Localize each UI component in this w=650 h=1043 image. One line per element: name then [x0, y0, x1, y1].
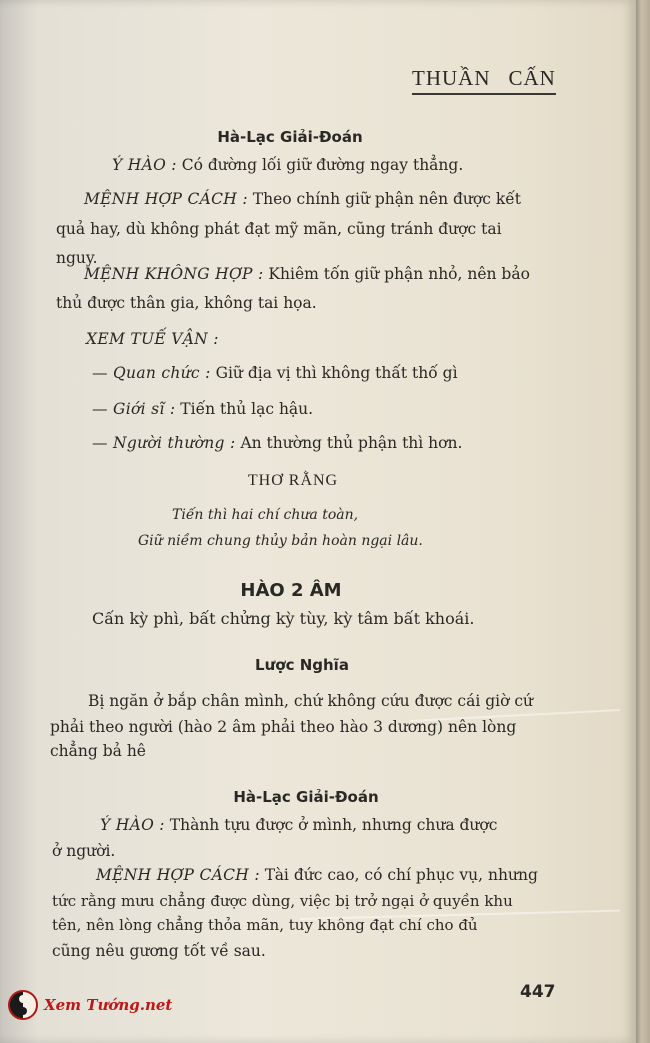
item-nguoi-thuong	[92, 432, 462, 454]
item-quan-chuc	[92, 362, 458, 384]
item-label: — Giới sĩ :	[92, 400, 176, 418]
watermark-text: Xem Tướng.net	[44, 996, 173, 1014]
luoc-nghia-line2: phải theo người (hào 2 âm phải theo hào 3 dương) nên lòng	[50, 718, 517, 736]
hao2-text: Cấn kỳ phì, bất chửng kỳ tùy, kỳ tâm bất khoái.	[92, 609, 475, 628]
menh-hop2-line4: cũng nêu gương tốt về sau.	[52, 942, 266, 960]
item-label: — Người thường :	[92, 434, 236, 452]
menh-khong-line2: thủ được thân gia, không tai họa.	[56, 294, 317, 312]
page-number: 447	[520, 982, 556, 1002]
poem-line2: Giữ niềm chung thủy bản hoàn ngại lâu.	[138, 533, 423, 549]
menh-hop2-line1	[96, 864, 538, 886]
menh-hop-label: MỆNH HỢP CÁCH :	[84, 190, 248, 208]
y-hao2-text1: Thành tựu được ở mình, nhưng chưa được	[169, 816, 498, 834]
menh-hop2-text1: Tài đức cao, có chí phục vụ, nhưng	[264, 866, 538, 884]
watermark	[8, 990, 172, 1020]
xem-tue-van: XEM TUẾ VẬN :	[86, 330, 219, 348]
yin-yang-icon	[8, 990, 38, 1020]
y-hao2-line1	[100, 814, 497, 836]
running-head-left: THUẦN	[412, 66, 491, 90]
menh-hop-line1	[84, 188, 521, 210]
menh-khong-text1: Khiêm tốn giữ phận nhỏ, nên bảo	[268, 265, 530, 283]
section2-heading: Hà-Lạc Giải-Đoán	[233, 788, 379, 806]
luoc-nghia-heading: Lược Nghĩa	[255, 656, 349, 674]
item-gioi-si	[92, 398, 313, 420]
item-text: Giữ địa vị thì không thất thố gì	[215, 364, 458, 382]
page-edge	[636, 0, 650, 1043]
section1-heading: Hà-Lạc Giải-Đoán	[217, 128, 363, 146]
y-hao2-line2: ở người.	[52, 842, 116, 860]
poem-line1: Tiến thì hai chí chưa toàn,	[172, 507, 359, 523]
menh-hop-text1: Theo chính giữ phận nên được kết	[252, 190, 521, 208]
y-hao-text: Có đường lối giữ đường ngay thẳng.	[181, 156, 464, 174]
menh-hop2-line2: tức rằng mưu chẳng được dùng, việc bị trở ngại ở quyền khu	[52, 892, 513, 910]
item-text: Tiến thủ lạc hậu.	[180, 400, 314, 418]
item-text: An thường thủ phận thì hơn.	[240, 434, 463, 452]
y-hao2-label: Ý HÀO :	[100, 816, 165, 834]
menh-hop-line3: nguy.	[56, 249, 98, 267]
running-head-right: CẤN	[508, 66, 556, 90]
menh-hop-line2: quả hay, dù không phát đạt mỹ mãn, cũng tránh được tai	[56, 220, 502, 238]
luoc-nghia-line3: chẳng bả hê	[50, 742, 146, 760]
poem-title: THƠ RẰNG	[247, 472, 339, 489]
menh-khong-label: MỆNH KHÔNG HỢP :	[84, 265, 264, 283]
running-head	[412, 66, 556, 95]
y-hao-label: Ý HÀO :	[112, 156, 177, 174]
menh-khong-line1	[84, 263, 530, 285]
y-hao-line	[112, 154, 463, 176]
menh-hop2-line3: tên, nên lòng chẳng thỏa mãn, tuy không đạt chí cho đủ	[52, 916, 478, 934]
luoc-nghia-line1: Bị ngăn ở bắp chân mình, chứ không cứu được cái giờ cứ	[88, 692, 534, 710]
item-label: — Quan chức :	[92, 364, 211, 382]
hao2-heading: HÀO 2 ÂM	[240, 580, 342, 601]
menh-hop2-label: MỆNH HỢP CÁCH :	[96, 866, 260, 884]
